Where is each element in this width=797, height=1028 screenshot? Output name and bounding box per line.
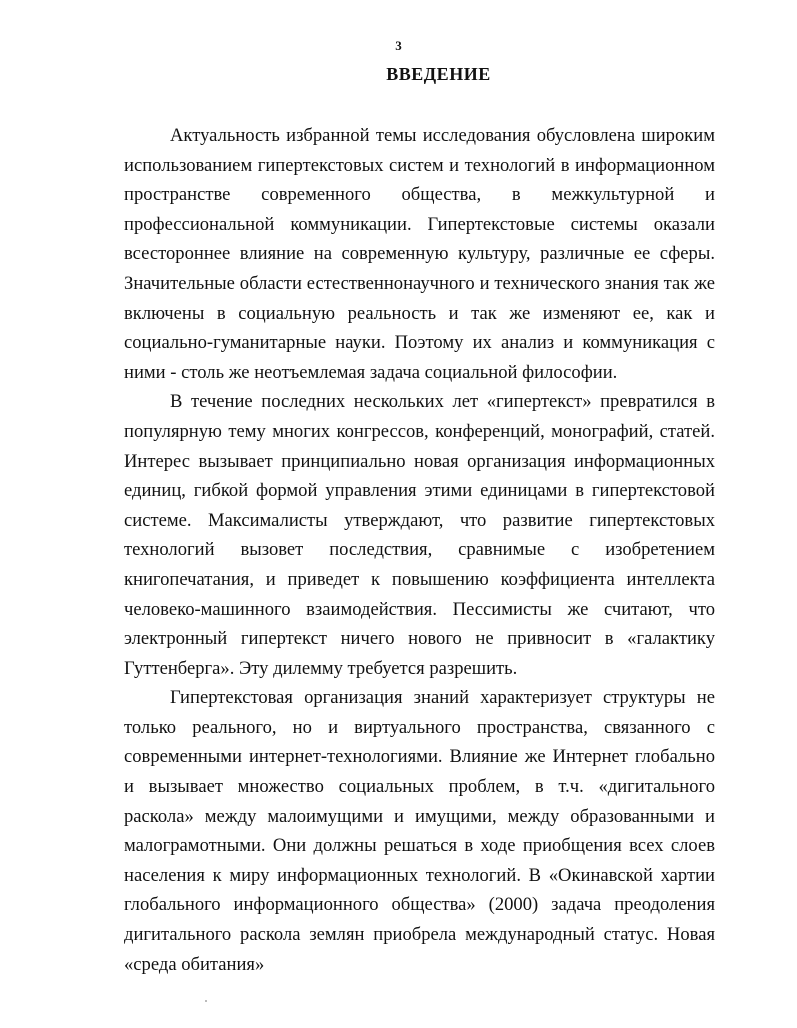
paragraph-relevance: Актуальность избранной темы исследования обусловлена широким использованием гипертекстовых систем и технологий в информационном пространстве современного общества, в межкультурной и профессиональной коммуникации. Гипертекстовые системы оказали всестороннее влияние на современную культуру, различные ее сферы. Значительные области естественнонаучного и технического знания так же включены в социальную реальность и так же изменяют ее, как и социально-гуманитарные науки. Поэтому их анализ и коммуникация с ними - столь же неотъемлемая задача социальной философии. (124, 125, 715, 383)
paragraph-hypertext-topic: В течение последних нескольких лет «гипертекст» превратился в популярную тему многих конгрессов, конференций, монографий, статей. Интерес вызывает принципиально новая организация информационных единиц, гибкой формой управления этими единицами в гипертекстовой системе. Максималисты утверждают, что развитие гипертекстовых технологий вызовет последствия, сравнимые с изобретением книгопечатания, и приведет к повышению коэффициента интеллекта человеко-машинного взаимодействия. Пессимисты же считают, что электронный гипертекст ничего нового не привносит в «галактику Гуттенберга». Эту дилемму требуется разрешить. (124, 391, 715, 679)
scan-artifact (205, 1000, 207, 1002)
paragraph-hypertext-organization: Гипертекстовая организация знаний характеризует структуры не только реального, но и виртуального пространства, связанного с современными интернет-технологиями. Влияние же Интернет глобально и вызывает множество социальных проблем, в т.ч. «дигитального раскола» между малоимущими и имущими, между образованными и малограмотными. Они должны решаться в ходе приобщения всех слоев населения к миру информационных технологий. В «Окинавской хартии глобального информационного общества» (2000) задача преодоления дигитального раскола землян приобрела международный статус. Новая «среда обитания» (124, 687, 715, 975)
body-text (124, 121, 715, 979)
page-title: ВВЕДЕНИЕ (386, 64, 491, 84)
page-number: 3 (395, 38, 402, 53)
